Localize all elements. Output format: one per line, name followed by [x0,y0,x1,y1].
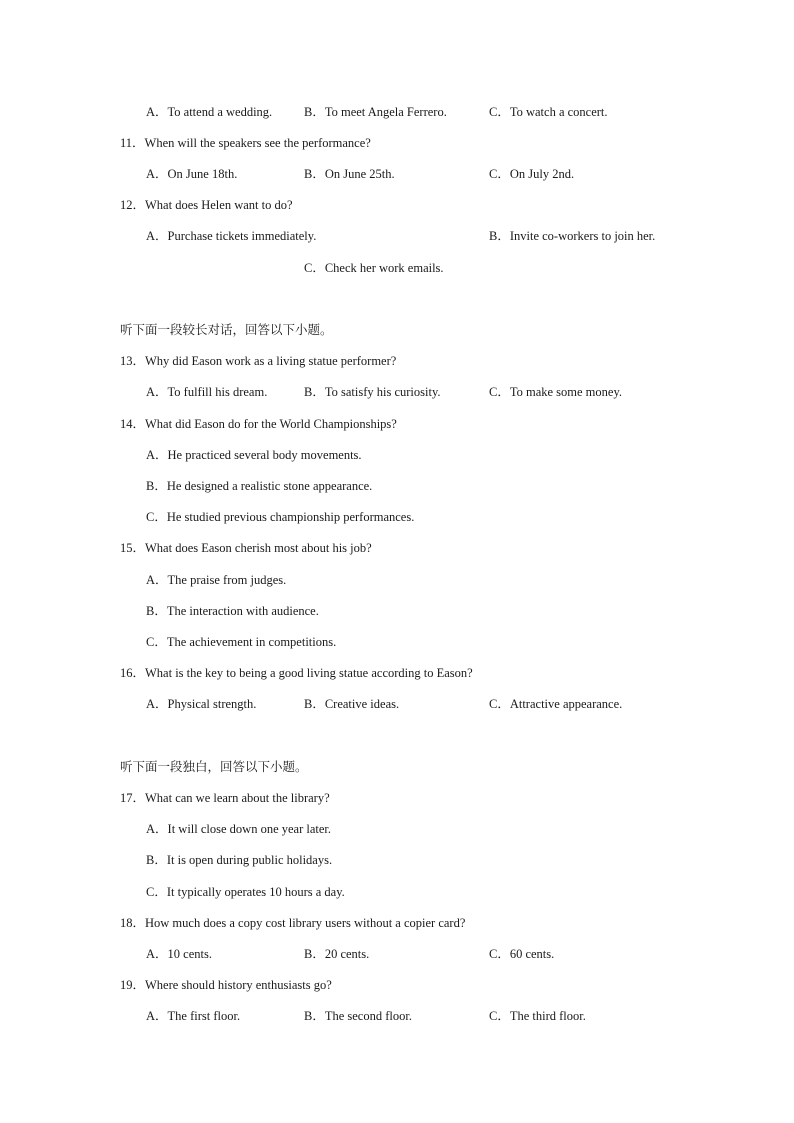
q19-question: 19．Where should history enthusiasts go? [120,978,332,992]
section-heading-conversation: 听下面一段较长对话，回答以下小题。 [120,322,333,337]
q14-option-b: B．He designed a realistic stone appearance. [146,479,373,493]
q18-option-c: C．60 cents. [489,947,555,961]
q18-question: 18．How much does a copy cost library users without a copier card? [120,916,466,930]
q17-option-c: C．It typically operates 10 hours a day. [146,885,345,899]
q14-question: 14．What did Eason do for the World Championships? [120,417,397,431]
q11-option-a: A．On June 18th. [146,167,238,181]
q13-option-b: B．To satisfy his curiosity. [304,385,441,399]
q10-option-c: C．To watch a concert. [489,105,608,119]
q16-question: 16．What is the key to being a good living statue according to Eason? [120,666,473,680]
q16-option-a: A．Physical strength. [146,697,257,711]
q17-question: 17．What can we learn about the library? [120,791,330,805]
q15-question: 15．What does Eason cherish most about his job? [120,541,372,555]
q13-question: 13．Why did Eason work as a living statue performer? [120,354,397,368]
q12-question: 12．What does Helen want to do? [120,198,293,212]
q18-option-b: B．20 cents. [304,947,370,961]
q15-option-a: A．The praise from judges. [146,573,287,587]
q15-option-c: C．The achievement in competitions. [146,635,337,649]
q15-option-b: B．The interaction with audience. [146,604,319,618]
q11-option-c: C．On July 2nd. [489,167,575,181]
q16-option-b: B．Creative ideas. [304,697,400,711]
q11-option-b: B．On June 25th. [304,167,395,181]
q19-option-a: A．The first floor. [146,1009,241,1023]
section-heading-monologue: 听下面一段独白，回答以下小题。 [120,759,308,774]
q13-option-a: A．To fulfill his dream. [146,385,268,399]
q14-option-a: A．He practiced several body movements. [146,448,362,462]
q13-option-c: C．To make some money. [489,385,623,399]
q19-option-c: C．The third floor. [489,1009,586,1023]
q14-option-c: C．He studied previous championship performances. [146,510,415,524]
q19-option-b: B．The second floor. [304,1009,412,1023]
q12-option-c: C．Check her work emails. [304,261,444,275]
q11-question: 11．When will the speakers see the performance? [120,136,371,150]
q18-option-a: A．10 cents. [146,947,212,961]
q12-option-a: A．Purchase tickets immediately. [146,229,317,243]
q10-option-b: B．To meet Angela Ferrero. [304,105,447,119]
q17-option-b: B．It is open during public holidays. [146,853,333,867]
q17-option-a: A．It will close down one year later. [146,822,332,836]
q12-option-b: B．Invite co-workers to join her. [489,229,656,243]
q10-option-a: A．To attend a wedding. [146,105,273,119]
q16-option-c: C．Attractive appearance. [489,697,623,711]
